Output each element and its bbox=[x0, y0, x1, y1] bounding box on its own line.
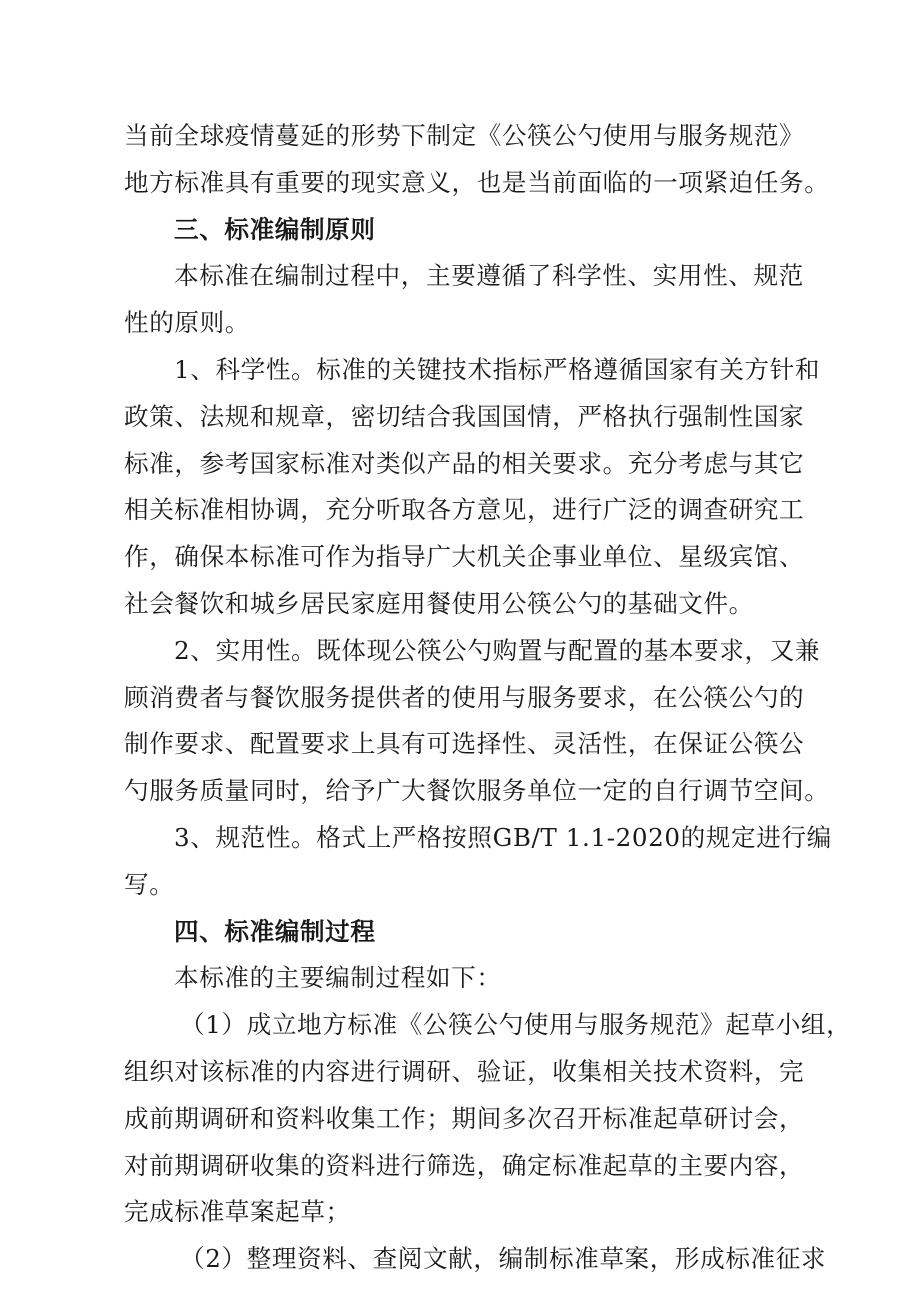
body-text-line: 顾消费者与餐饮服务提供者的使用与服务要求，在公筷公勺的 bbox=[124, 682, 805, 712]
paragraph-first-line: 1、科学性。标准的关键技术指标严格遵循国家有关方针和 bbox=[174, 354, 821, 384]
body-text-line: 制作要求、配置要求上具有可选择性、灵活性，在保证公筷公 bbox=[124, 729, 805, 759]
body-text-line: 完成标准草案起草； bbox=[124, 1197, 351, 1227]
body-text-line: 政策、法规和规章，密切结合我国国情，严格执行强制性国家 bbox=[124, 401, 805, 431]
body-text-line: 地方标准具有重要的现实意义，也是当前面临的一项紧迫任务。 bbox=[124, 167, 830, 197]
body-text-line: 性的原则。 bbox=[124, 308, 250, 338]
body-text-line: 写。 bbox=[124, 869, 175, 899]
body-text-line: 组织对该标准的内容进行调研、验证，收集相关技术资料，完 bbox=[124, 1056, 805, 1086]
body-text-line: 当前全球疫情蔓延的形势下制定《公筷公勺使用与服务规范》 bbox=[124, 121, 805, 150]
list-item-first-line: （1）成立地方标准《公筷公勺使用与服务规范》起草小组， bbox=[180, 1010, 852, 1040]
document-body bbox=[124, 113, 852, 1283]
list-item-first-line: （2）整理资料、查阅文献，编制标准草案，形成标准征求 bbox=[180, 1244, 827, 1274]
body-text-line: 作，确保本标准可作为指导广大机关企事业单位、星级宾馆、 bbox=[124, 542, 805, 572]
paragraph-first-line: 2、实用性。既体现公筷公勺购置与配置的基本要求，又兼 bbox=[174, 635, 821, 665]
body-text-line: 成前期调研和资料收集工作；期间多次召开标准起草研讨会， bbox=[124, 1103, 805, 1133]
section-heading-principles: 三、标准编制原则 bbox=[174, 214, 376, 244]
body-text-line: 相关标准相协调，充分听取各方意见，进行广泛的调查研究工 bbox=[124, 495, 805, 525]
body-text-line: 社会餐饮和城乡居民家庭用餐使用公筷公勺的基础文件。 bbox=[124, 588, 754, 618]
body-text-line: 勺服务质量同时，给予广大餐饮服务单位一定的自行调节空间。 bbox=[124, 776, 830, 806]
paragraph-first-line: 3、规范性。格式上严格按照GB/T 1.1-2020的规定进行编 bbox=[174, 822, 832, 852]
paragraph-first-line: 本标准在编制过程中，主要遵循了科学性、实用性、规范 bbox=[174, 261, 804, 291]
body-text-line: 标准，参考国家标准对类似产品的相关要求。充分考虑与其它 bbox=[124, 448, 805, 478]
paragraph-first-line: 本标准的主要编制过程如下： bbox=[174, 963, 502, 993]
body-text-line: 对前期调研收集的资料进行筛选，确定标准起草的主要内容， bbox=[124, 1150, 805, 1180]
section-heading-process: 四、标准编制过程 bbox=[174, 916, 376, 946]
